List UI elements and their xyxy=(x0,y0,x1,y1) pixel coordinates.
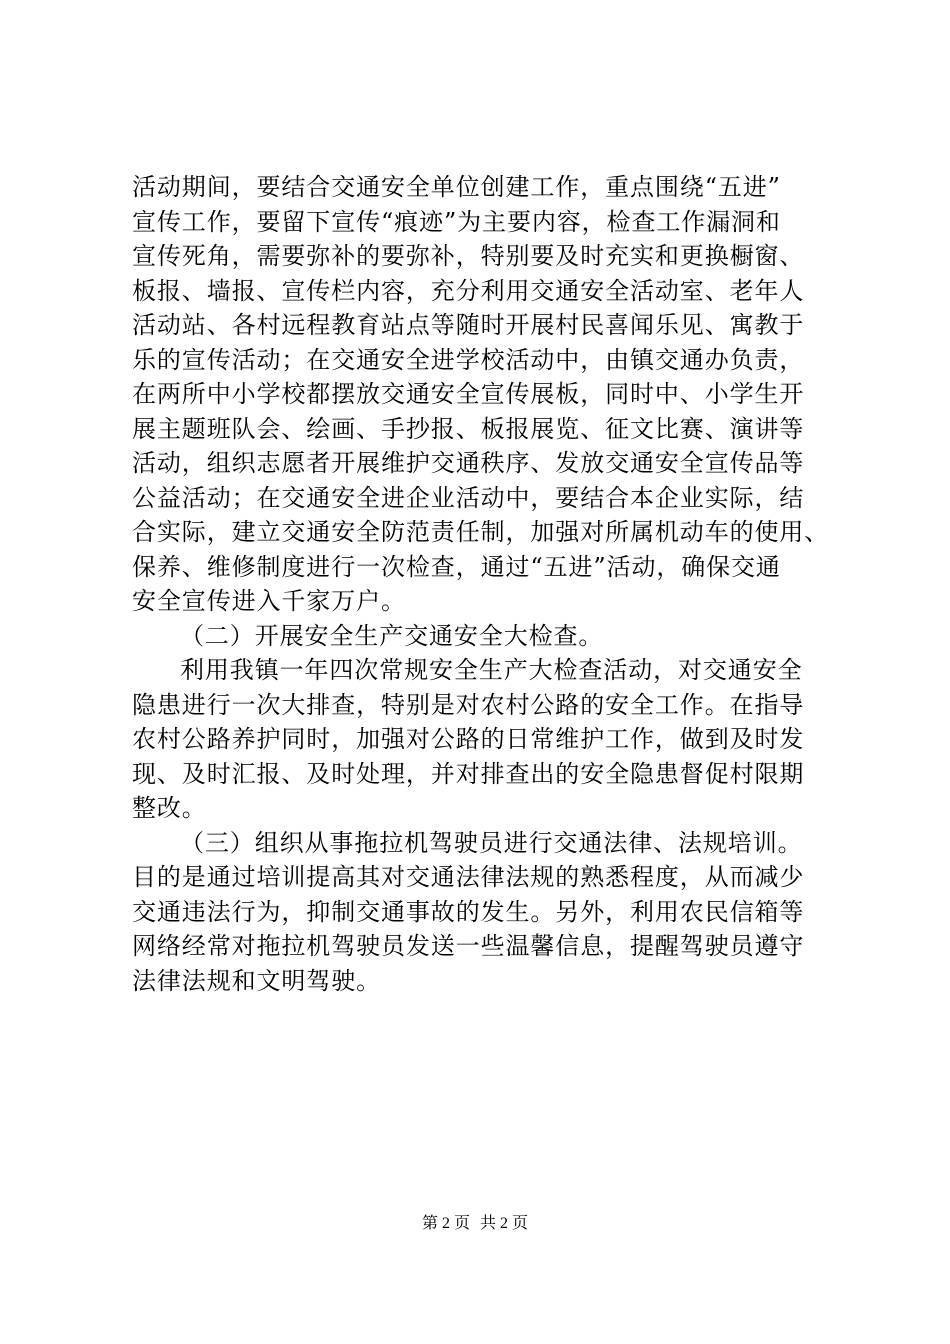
text-line: 活动，组织志愿者开展维护交通秩序、发放交通安全宣传品等 xyxy=(132,449,805,477)
text-line: 活动站、各村远程教育站点等随时开展村民喜闻乐见、寓教于 xyxy=(132,311,805,339)
text-line: 网络经常对拖拉机驾驶员发送一些温馨信息，提醒驾驶员遵守 xyxy=(132,932,805,960)
page-number: 第 2 页 xyxy=(421,1215,470,1232)
text-line: 目的是通过培训提高其对交通法律法规的熟悉程度，从而减少 xyxy=(132,863,805,891)
text-line: （二）开展安全生产交通安全大检查。 xyxy=(180,621,604,650)
page-footer xyxy=(0,1213,950,1235)
text-line: 法律法规和文明驾驶。 xyxy=(132,966,381,995)
text-line: 交通违法行为，抑制交通事故的发生。另外，利用农民信箱等 xyxy=(132,897,805,926)
text-line: 整改。 xyxy=(132,794,207,822)
text-line: 活动期间，要结合交通安全单位创建工作，重点围绕“五进” xyxy=(132,173,781,201)
text-line: 合实际，建立交通安全防范责任制，加强对所属机动车的使用、 xyxy=(132,518,830,546)
text-line: 宣传死角，需要弥补的要弥补，特别要及时充实和更换橱窗、 xyxy=(132,242,805,270)
text-line: 安全宣传进入千家万户。 xyxy=(132,587,406,615)
page-total: 共 2 页 xyxy=(480,1215,529,1232)
text-line: 隐患进行一次大排查，特别是对农村公路的安全工作。在指导 xyxy=(132,690,805,719)
text-line: 在两所中小学校都摆放交通安全宣传展板，同时中、小学生开 xyxy=(132,380,805,408)
text-line: 板报、墙报、宣传栏内容，充分利用交通安全活动室、老年人 xyxy=(132,276,805,305)
text-line: 现、及时汇报、及时处理，并对排查出的安全隐患督促村限期 xyxy=(132,759,805,788)
text-line: 宣传工作，要留下宣传“痕迹”为主要内容，检查工作漏洞和 xyxy=(132,207,781,236)
text-line: （三）组织从事拖拉机驾驶员进行交通法律、法规培训。 xyxy=(180,828,803,857)
text-line: 保养、维修制度进行一次检查，通过“五进”活动，确保交通 xyxy=(132,552,781,581)
text-line: 公益活动；在交通安全进企业活动中，要结合本企业实际，结 xyxy=(132,483,805,512)
text-line: 利用我镇一年四次常规安全生产大检查活动，对交通安全 xyxy=(180,656,803,684)
text-line: 展主题班队会、绘画、手抄报、板报展览、征文比赛、演讲等 xyxy=(132,414,805,443)
text-line: 乐的宣传活动；在交通安全进学校活动中，由镇交通办负责， xyxy=(132,345,805,374)
body-text xyxy=(132,170,830,998)
text-line: 农村公路养护同时，加强对公路的日常维护工作，做到及时发 xyxy=(132,725,805,753)
